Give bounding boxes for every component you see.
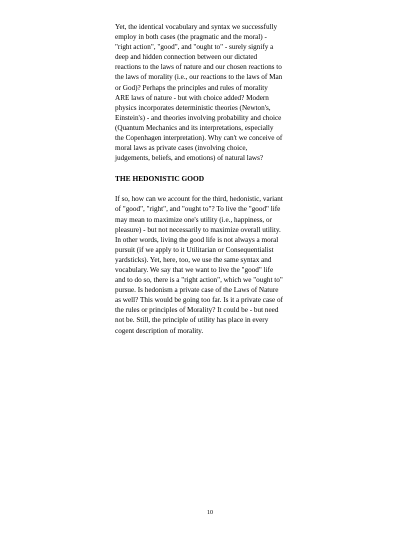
paragraph-2-line: vocabulary. We say that we want to live the "good" life [115, 265, 274, 274]
paragraph-1-line: reactions to the laws of nature and our chosen reactions to [115, 63, 282, 72]
paragraph-2-line: yardsticks). Yet, here, too, we use the same syntax and [115, 255, 272, 264]
paragraph-2-line: may mean to maximize one's utility (i.e., happiness, or [115, 215, 272, 224]
paragraph-2-line: as well? This would be going too far. Is it a private case of [115, 296, 283, 305]
paragraph-1-line: employ in both cases (the pragmatic and the moral) - [115, 33, 267, 42]
paragraph-2-line: pursuit (if we apply to it Utilitarian or Consequentialist [115, 245, 274, 254]
paragraph-1-line: Einstein's) - and theories involving probability and choice [115, 113, 282, 122]
paragraph-1-line: the laws of morality (i.e., our reactions to the laws of Man [115, 73, 283, 82]
paragraph-2-line: pleasure) - but not necessarily to maximize overall utility. [115, 225, 281, 234]
paragraph-1-line: the Copenhagen interpretation). Why can't we conceive of [115, 134, 283, 143]
paragraph-1-line: (Quantum Mechanics and its interpretations, especially [115, 123, 274, 132]
paragraph-2-line: the rules or principles of Morality? It could be - but need [115, 306, 279, 315]
paragraph-1-line: moral laws as private cases (involving choice, [115, 144, 248, 153]
section-heading: THE HEDONISTIC GOOD [115, 174, 205, 184]
paragraph-2-line: If so, how can we account for the third, hedonistic, variant [115, 195, 283, 204]
paragraph-1-line: ARE laws of nature - but with choice added? Modern [115, 93, 269, 102]
paragraph-1-line: Yet, the identical vocabulary and syntax we successfully [115, 23, 278, 31]
paragraph-1-line: or God)? Perhaps the principles and rules of morality [115, 83, 268, 92]
paragraph-2 [115, 194, 315, 335]
paragraph-2-line: In other words, living the good life is not always a moral [115, 235, 279, 244]
paragraph-2-line: cogent description of morality. [115, 326, 204, 335]
paragraph-1-line: deep and hidden connection between our dictated [115, 53, 258, 62]
body-text [115, 22, 315, 336]
paragraph-2-line: of "good", "right", and "ought to"? To live the "good" life [115, 205, 281, 214]
paragraph-1-line: "right action", "good", and "ought to" - surely signify a [115, 43, 274, 52]
paragraph-2-line: pursue. Is hedonism a private case of the Laws of Nature [115, 286, 279, 295]
paragraph-1-line: judgements, beliefs, and emotions) of natural laws? [115, 154, 264, 163]
paragraph-1 [115, 22, 315, 163]
paragraph-2-line: and to do so, there is a "right action", which we "ought to" [115, 276, 283, 285]
page-number: 10 [207, 510, 213, 516]
paragraph-2-line: not be. Still, the principle of utility has place in every [115, 316, 269, 325]
paragraph-1-line: physics incorporates deterministic theories (Newton's, [115, 103, 271, 112]
